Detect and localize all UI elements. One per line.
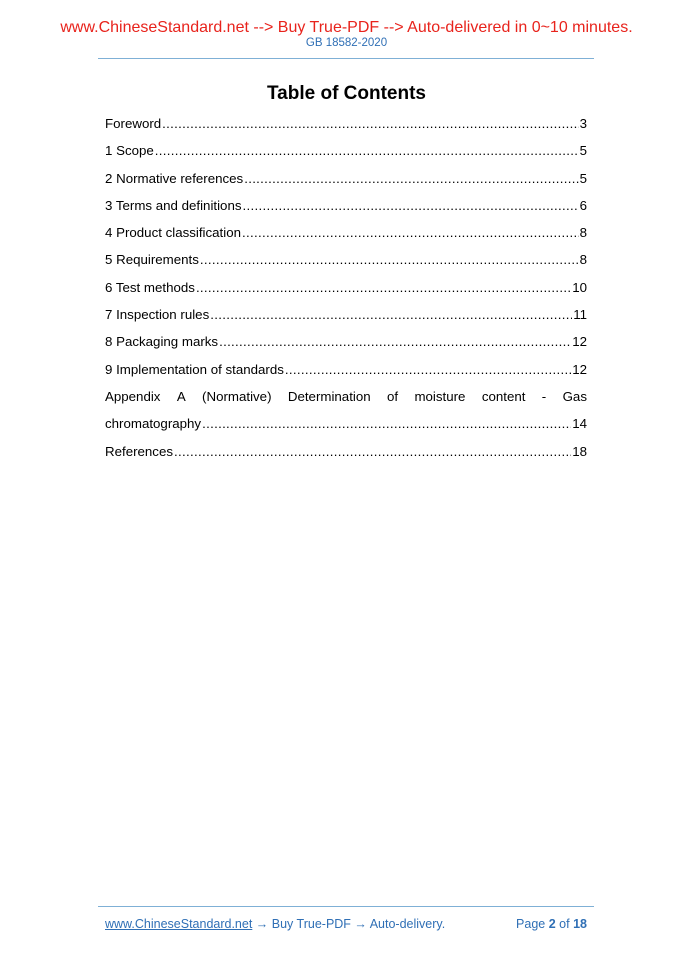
toc-entry-label: 2 Normative references xyxy=(105,170,244,186)
dot-leader xyxy=(162,116,578,132)
toc-entry-appendix-a-line1[interactable] xyxy=(105,389,587,416)
toc-entry-label: 9 Implementation of standards xyxy=(105,361,284,377)
toc-entry-page: 10 xyxy=(572,279,587,295)
toc-entry-test-methods[interactable] xyxy=(105,280,587,307)
toc-word: of xyxy=(387,388,399,404)
promo-banner: www.ChineseStandard.net --> Buy True-PDF --> Auto-delivered in 0~10 minutes. xyxy=(60,19,633,36)
toc-entry-scope[interactable] xyxy=(105,143,587,170)
toc-entry-page: 12 xyxy=(572,361,587,377)
dot-leader xyxy=(155,143,579,159)
page-of: of xyxy=(559,917,570,931)
page-current: 2 xyxy=(548,917,556,931)
toc-word: Determination xyxy=(287,388,371,404)
toc-entry-page: 5 xyxy=(579,143,587,159)
dot-leader xyxy=(219,334,571,350)
header-divider xyxy=(98,58,594,59)
toc-entry-label: 3 Terms and definitions xyxy=(105,197,242,213)
toc-entry-page: 18 xyxy=(572,443,587,459)
toc-entry-inspection-rules[interactable] xyxy=(105,307,587,334)
dot-leader xyxy=(174,444,571,460)
toc-entry-product-classification[interactable] xyxy=(105,225,587,252)
page-word: Page xyxy=(516,917,546,931)
toc-word: (Normative) xyxy=(202,388,272,404)
dot-leader xyxy=(243,198,579,214)
toc-entry-implementation[interactable] xyxy=(105,362,587,389)
toc-entry-requirements[interactable] xyxy=(105,252,587,279)
footer-promo: → Buy True-PDF → Auto-delivery. xyxy=(252,917,446,931)
toc-entry-page: 8 xyxy=(579,252,587,268)
toc-entry-label: Foreword xyxy=(105,116,162,131)
toc-word: Gas xyxy=(562,388,587,404)
toc-entry-terms-definitions[interactable] xyxy=(105,198,587,225)
dot-leader xyxy=(210,307,572,323)
toc-entry-page: 3 xyxy=(579,116,587,131)
toc-entry-label: chromatography xyxy=(105,416,202,432)
toc-entry-label: 6 Test methods xyxy=(105,279,195,295)
site-link[interactable]: www.ChineseStandard.net xyxy=(105,917,253,931)
toc-entry-label: 8 Packaging marks xyxy=(105,334,219,350)
toc-entry-references[interactable] xyxy=(105,444,587,471)
toc-word: moisture xyxy=(414,388,466,404)
dot-leader xyxy=(196,280,571,296)
toc-entry-page: 6 xyxy=(579,197,587,213)
toc-entry-appendix-a-line2[interactable] xyxy=(105,416,587,443)
standard-code: GB 18582-2020 xyxy=(305,37,388,49)
toc-entry-label: 4 Product classification xyxy=(105,225,241,241)
toc-entry-label: 5 Requirements xyxy=(105,252,199,268)
toc-entry-label: References xyxy=(105,443,173,459)
toc-word: Appendix xyxy=(105,388,161,404)
dot-leader xyxy=(242,225,579,241)
toc-entry-page: 12 xyxy=(572,334,587,350)
page-number xyxy=(516,916,587,932)
dot-leader xyxy=(244,171,578,187)
dot-leader xyxy=(285,362,571,378)
dot-leader xyxy=(202,416,571,432)
toc-entry-page: 5 xyxy=(579,170,587,186)
toc-entry-label: 1 Scope xyxy=(105,143,154,159)
toc-entry-page: 14 xyxy=(572,416,587,432)
footer-divider xyxy=(98,906,594,907)
toc-title: Table of Contents xyxy=(266,83,427,104)
toc-entry-foreword[interactable] xyxy=(105,116,587,143)
toc-entry-page: 11 xyxy=(573,307,587,323)
dot-leader xyxy=(200,252,579,268)
toc-entry-page: 8 xyxy=(579,225,587,241)
toc-entry-label: 7 Inspection rules xyxy=(105,307,210,323)
table-of-contents xyxy=(105,116,587,471)
toc-entry-normative-references[interactable] xyxy=(105,171,587,198)
toc-word: - xyxy=(541,388,547,404)
page-total: 18 xyxy=(573,917,587,931)
toc-word: A xyxy=(176,388,186,404)
page-footer xyxy=(105,916,587,932)
toc-entry-packaging-marks[interactable] xyxy=(105,334,587,361)
toc-word: content xyxy=(481,388,526,404)
